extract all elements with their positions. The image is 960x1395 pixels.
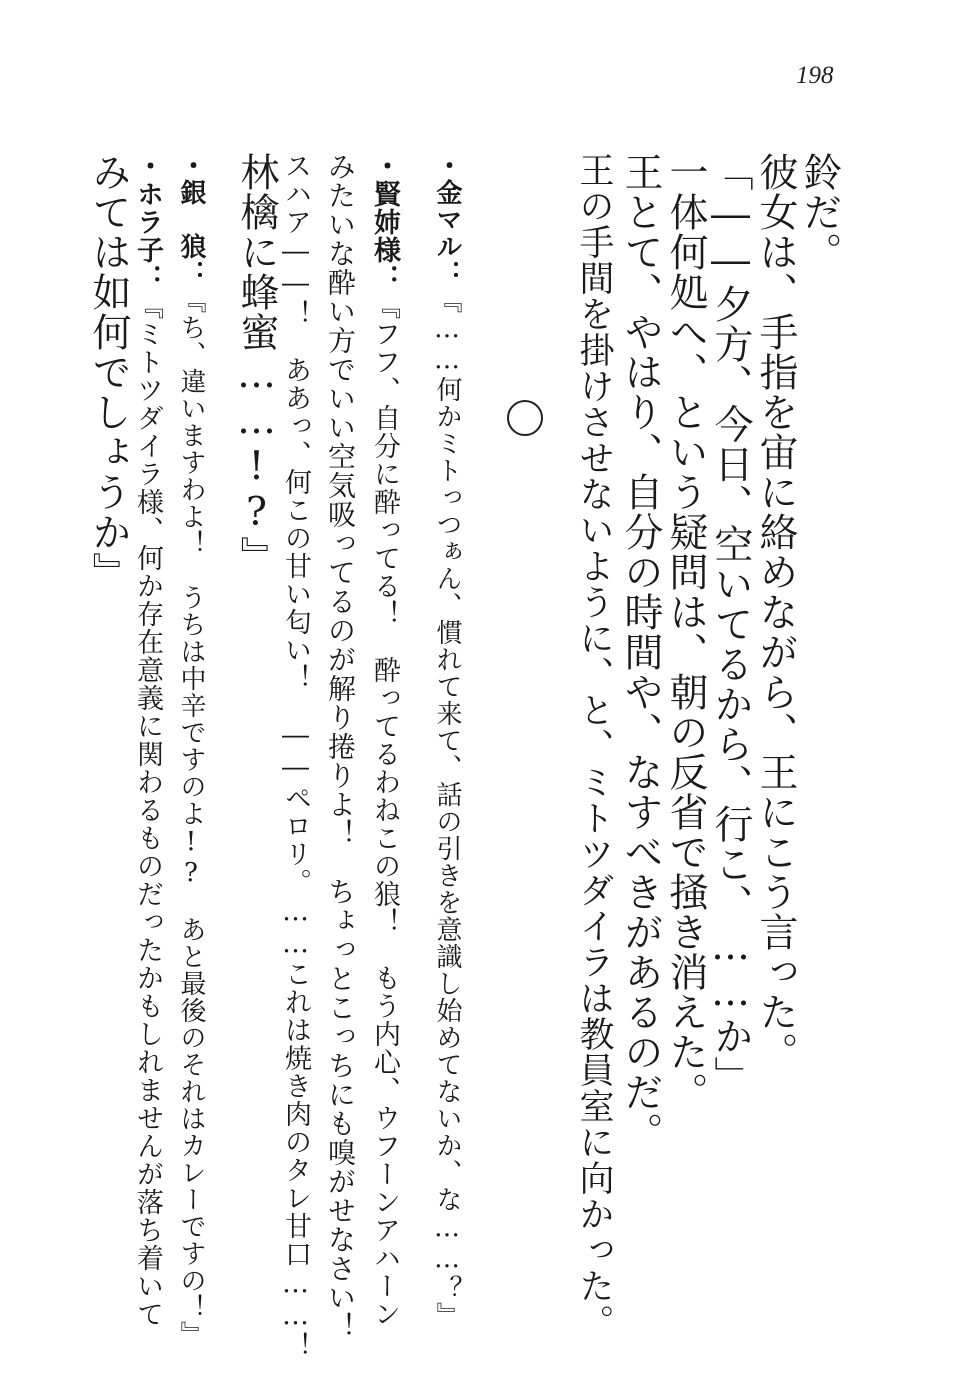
dialogue-text: みては如何でしょうか』 [86,152,131,592]
narration-line: 「――夕方、今日、空いてるから、行こ、……か」 [708,152,753,1096]
scene-break-circle [507,400,543,436]
dialogue-text: 林檎に蜂蜜……!?』 [234,152,279,576]
dialogue-line [434,152,460,1329]
speaker-name: ・金マル： [432,152,462,287]
dialogue-text: スハア――！ ああっ、何この甘い匂い！ ――ペロリ。……これは焼き肉のタレ甘口……！ [280,152,311,1360]
narration-line: 一体何処へ、という疑問は、朝の反省で掻き消えた。 [663,152,708,1112]
narration-line: 鈴だ。 [797,152,842,272]
page-number: 198 [796,62,834,89]
narration-line: 彼女は、手指を宙に絡めながら、王にこう言った。 [753,152,798,1072]
speaker-name: ・銀 狼： [176,152,206,287]
dialogue-line [134,152,161,1328]
dialogue-text: 『ち、違いますわよ！ うちは中辛ですのよ!? あと最後のそれはカレーですの！』 [176,287,206,1348]
dialogue-text: 『ミトツダイラ様、何か存在意義に関わるものだったかもしれませんが落ち着いて [132,292,163,1328]
narration-line: 王とて、やはり、自分の時間や、なすべきがあるのだ。 [618,152,663,1152]
dialogue-line [234,152,279,576]
dialogue-line [282,152,309,1360]
speaker-name: ・賢姉様： [369,152,400,292]
dialogue-line [324,152,357,1341]
dialogue-line [371,152,398,1328]
dialogue-line [86,152,131,592]
narration-line: 王の手間を掛けさせないように、と、ミトツダイラは教員室に向かった。 [574,152,614,1340]
dialogue-line [178,152,204,1348]
dialogue-text: みたいな酔い方でいい空気吸ってるのが解り捲りよ！ ちょっとこっちにも嗅がせなさい！ [324,152,357,1341]
dialogue-text: 『フフ、自分に酔ってる！ 酔ってるわねこの狼！ もう内心、ウフーンアハーン [369,292,400,1328]
speaker-name: ・ホラ子： [132,152,163,292]
dialogue-text: 『……何かミトっつぁん、慣れて来て、話の引きを意識し始めてないか、な……？』 [432,287,462,1329]
